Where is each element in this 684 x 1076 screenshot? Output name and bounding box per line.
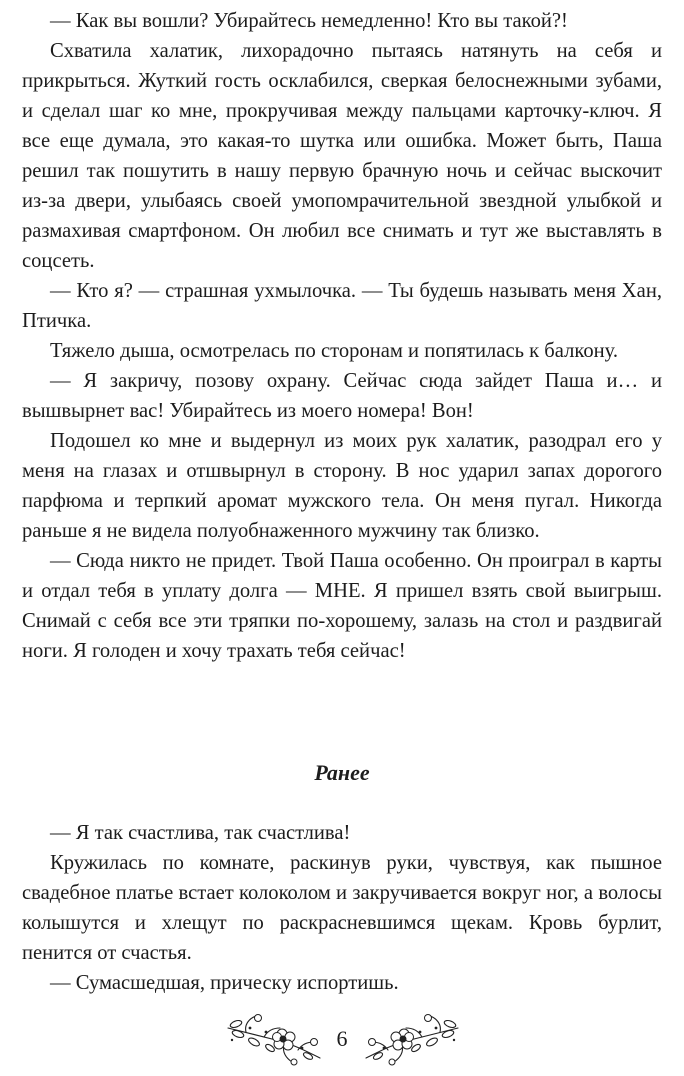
paragraph: — Я так счастлива, так счастлива! — [50, 822, 351, 844]
paragraph: — Сумасшедшая, прическу испортишь. — [50, 972, 399, 994]
text-block-top — [22, 6, 662, 666]
paragraph: — Кто я? — страшная ухмылочка. — Ты будешь называть меня Хан, Птичка. — [22, 280, 662, 332]
paragraph: Тяжело дыша, осмотрелась по сторонам и попятилась к балкону. — [50, 340, 619, 362]
page-footer — [0, 1010, 684, 1070]
paragraph: Кружилась по комнате, раскинув руки, чувствуя, как пышное свадебное платье встает колоколом и закручивается вокруг ног, а волосы колышутся и хлещут по раскрасневшимся щекам. Кровь бурлит, пенится от счастья. — [22, 852, 662, 964]
floral-branch-icon — [362, 1010, 462, 1066]
section-heading: Ранее — [314, 760, 370, 785]
paragraph: — Сюда никто не придет. Твой Паша особенно. Он проиграл в карты и отдал тебя в уплату долга — МНЕ. Я пришел взять свой выигрыш. Снимай с себя все эти тряпки по-хорошему, залазь на стол и раздвигай ноги. Я голоден и хочу трахать тебя сейчас! — [22, 550, 662, 662]
text-block-bottom — [22, 818, 662, 998]
paragraph: — Как вы вошли? Убирайтесь немедленно! Кто вы такой?! — [50, 10, 568, 32]
paragraph: Подошел ко мне и выдернул из моих рук халатик, разодрал его у меня на глазах и отшвырнул в сторону. В нос ударил запах дорогого парфюма и терпкий аромат мужского тела. Он меня пугал. Никогда раньше я не видела полуобнаженного мужчину так близко. — [22, 430, 662, 542]
paragraph: Схватила халатик, лихорадочно пытаясь натянуть на себя и прикрыться. Жуткий гость осклабился, сверкая белоснежными зубами, и сделал шаг ко мне, прокручивая между пальцами карточку-ключ. Я все еще думала, это какая-то шутка или ошибка. Может быть, Паша решил так пошутить в нашу первую брачную ночь и сейчас выскочит из-за двери, улыбаясь своей умопомрачительной звездной улыбкой и размахивая смартфоном. Он любил все снимать и тут же выставлять в соцсеть. — [22, 40, 662, 272]
page-number: 6 — [336, 1026, 348, 1051]
paragraph: — Я закричу, позову охрану. Сейчас сюда зайдет Паша и… и вышвырнет вас! Убирайтесь из моего номера! Вон! — [22, 370, 662, 422]
